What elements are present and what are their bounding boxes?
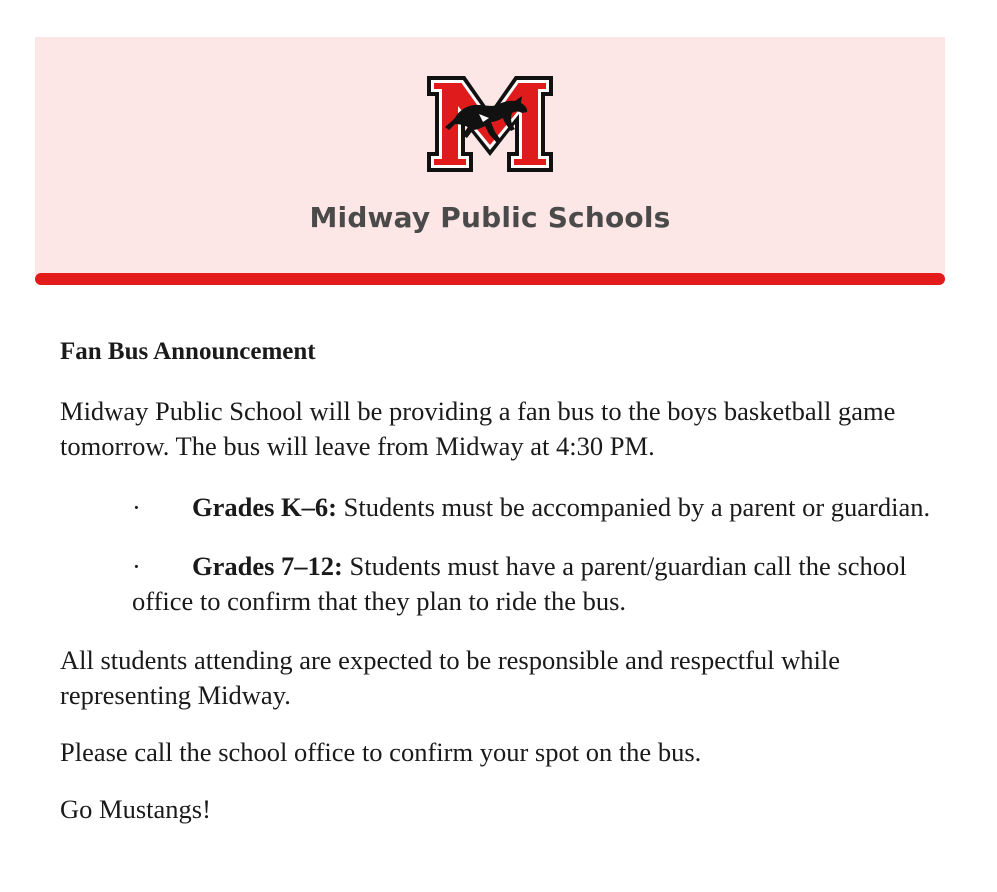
- bullet-text: Students must be accompanied by a parent or guardian.: [337, 492, 931, 522]
- bullet-grades-7-12: [132, 549, 940, 619]
- call-to-action-text: Please call the school office to confirm your spot on the bus.: [60, 737, 702, 767]
- header-banner: [35, 37, 945, 275]
- expectation-text: All students attending are expected to be responsible and respectful while representing Midway.: [60, 645, 841, 710]
- school-name: Midway Public Schools: [309, 201, 671, 234]
- bullet-marker: ·: [132, 551, 141, 581]
- bullet-grades-k-6: [132, 490, 940, 525]
- bullet-label: Grades K–6:: [192, 492, 337, 522]
- bullet-marker: ·: [132, 492, 141, 522]
- announcement-intro: Midway Public School will be providing a fan bus to the boys basketball game tomorrow. The bus will leave from Midway at 4:30 PM.: [60, 396, 896, 461]
- mustang-logo-icon: [425, 74, 555, 174]
- announcement-body: [60, 334, 940, 827]
- announcement-title: Fan Bus Announcement: [60, 338, 316, 365]
- closing-text: Go Mustangs!: [60, 794, 211, 824]
- header-divider: [35, 273, 945, 285]
- bullet-label: Grades 7–12:: [192, 551, 343, 581]
- bullet-text: Students must have a parent/guardian call the school office to confirm that they plan to ride the bus.: [132, 551, 907, 616]
